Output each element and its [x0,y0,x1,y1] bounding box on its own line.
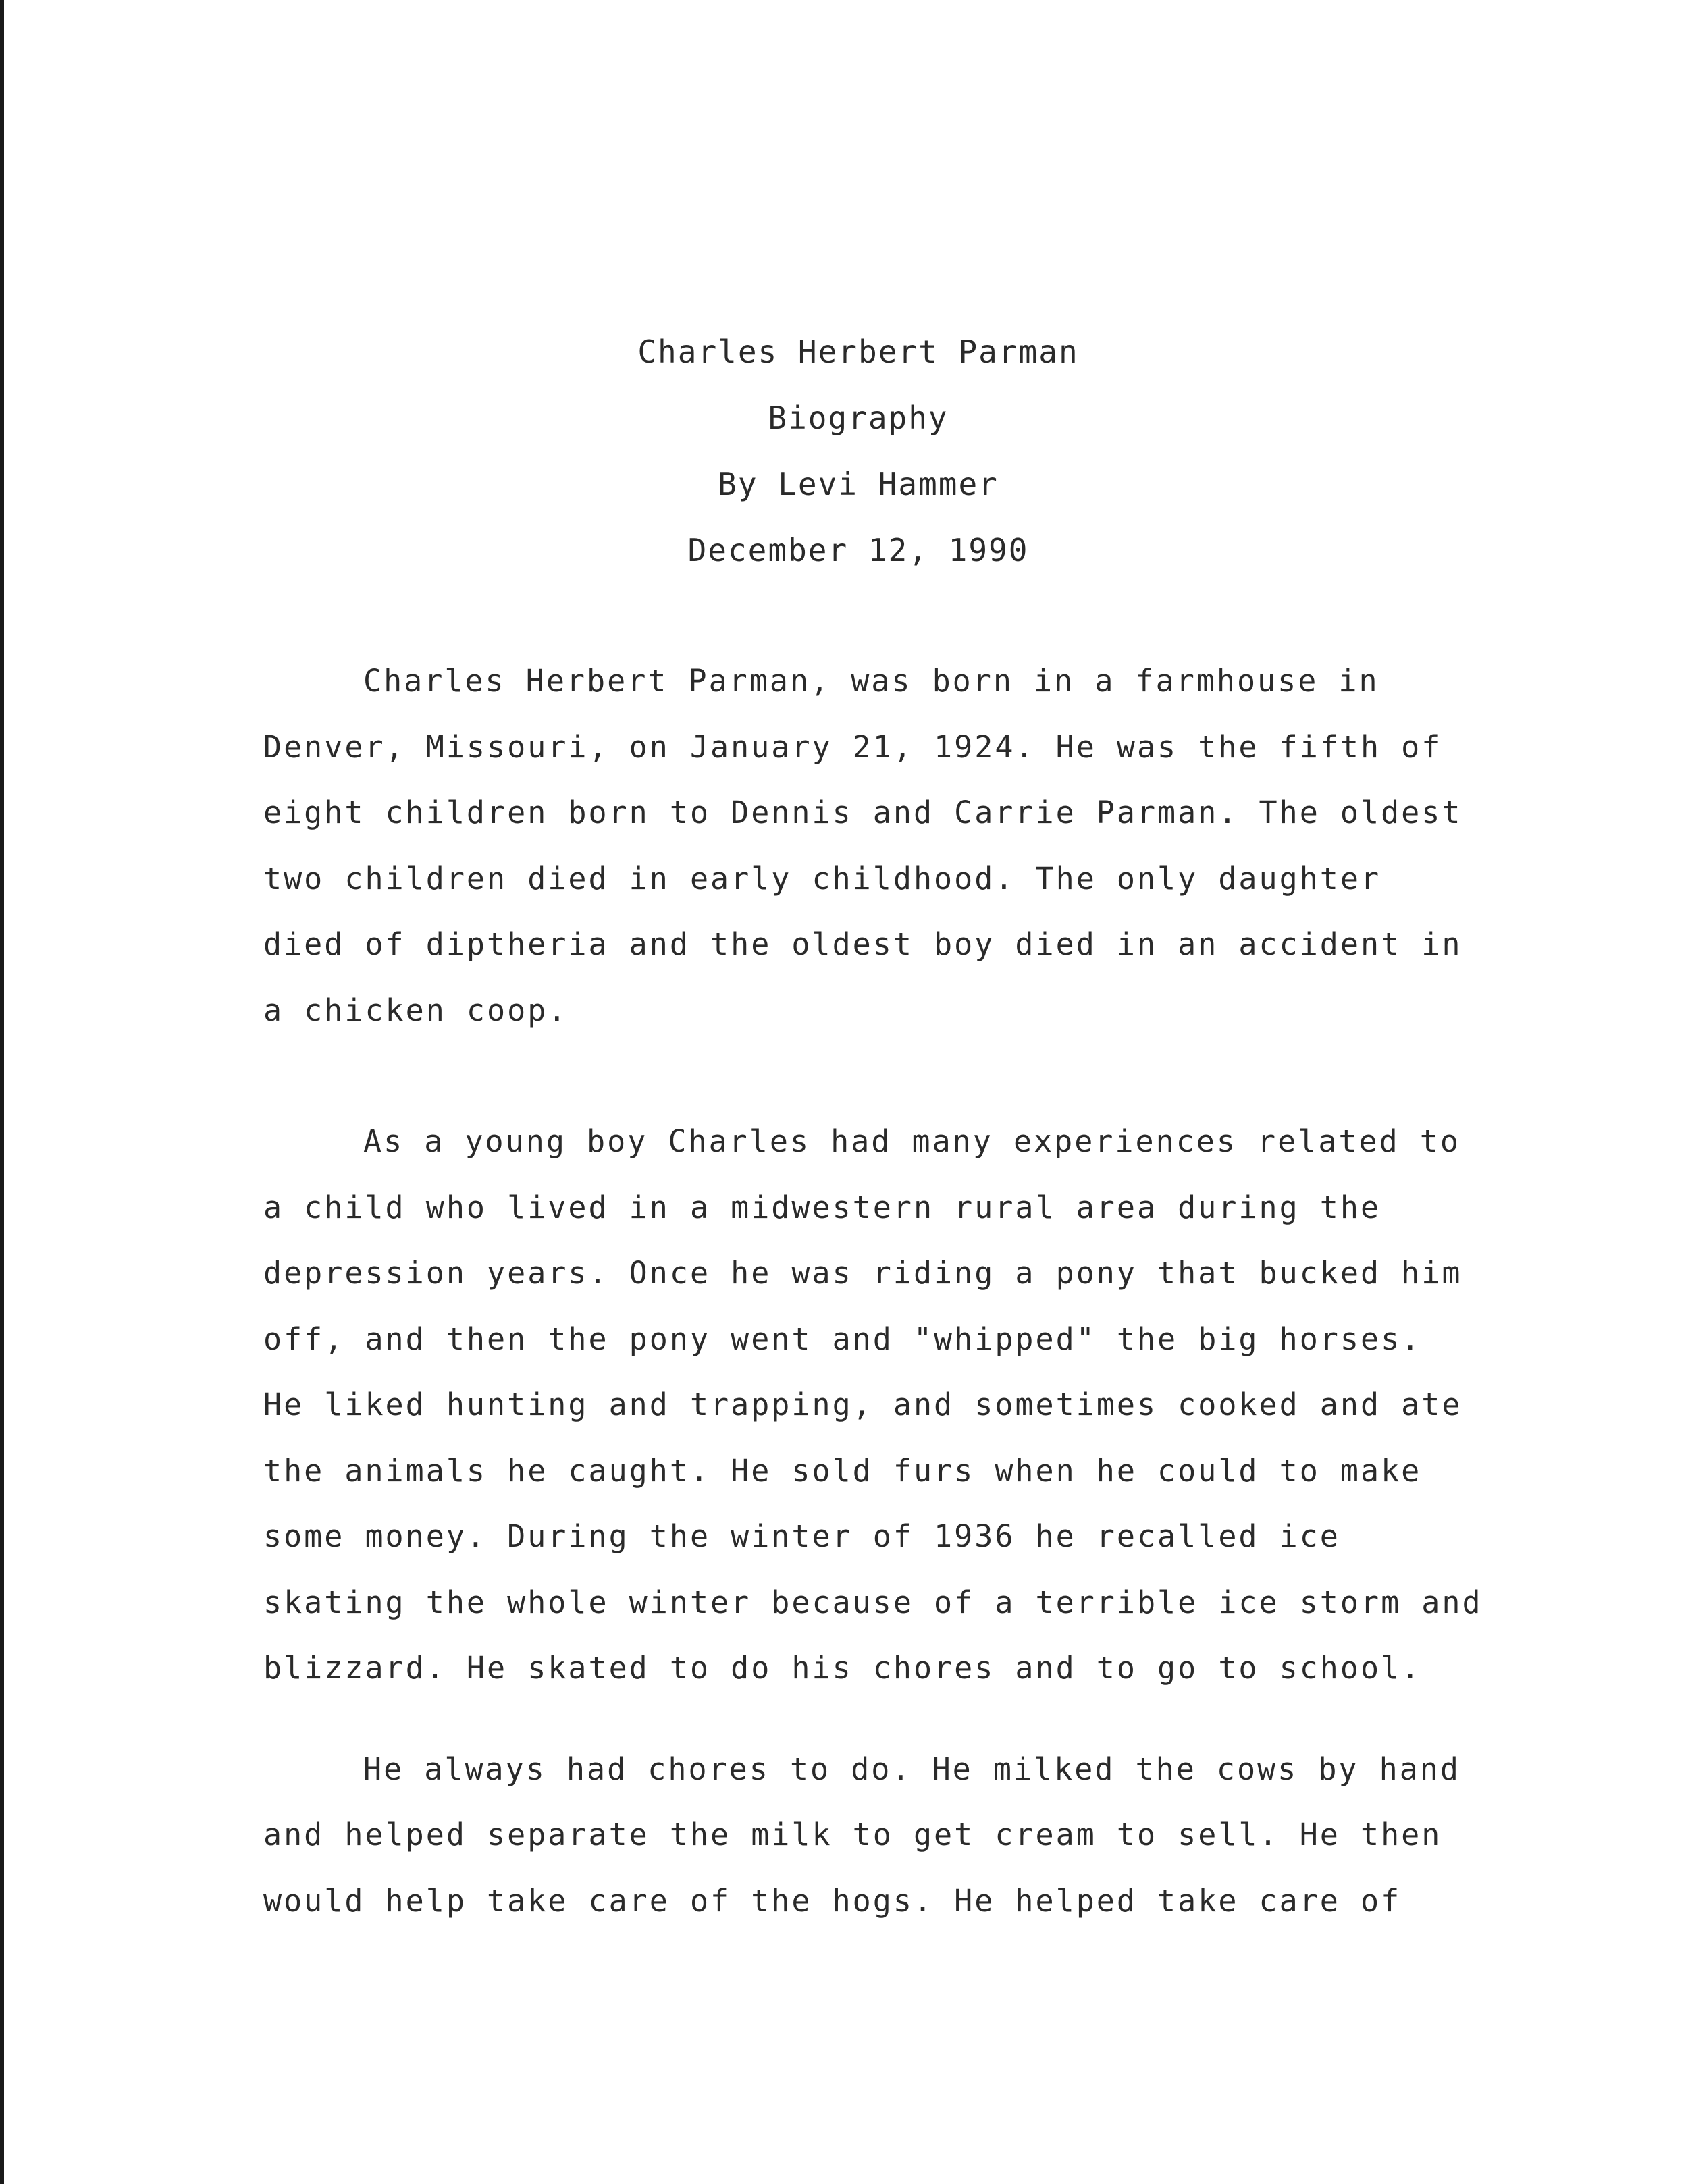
paragraph-line: off, and then the pony went and "whipped" the big horses. [263,1321,1422,1357]
paragraph-line: and helped separate the milk to get cream to sell. He then [263,1817,1442,1853]
document-subtitle: Biography [768,400,949,436]
paragraph-line: As a young boy Charles had many experiences related to [363,1123,1460,1159]
document-body [263,648,1483,1934]
paragraph-line: two children died in early childhood. The only daughter [263,860,1381,897]
paragraph-line: Denver, Missouri, on January 21, 1924. He was the fifth of [263,728,1442,765]
paragraph-line: Charles Herbert Parman, was born in a farmhouse in [363,663,1379,699]
paragraph-line: He always had chores to do. He milked the cows by hand [363,1751,1460,1787]
document-header [4,319,1688,583]
paragraph-line: skating the whole winter because of a terrible ice storm and [263,1584,1483,1620]
paragraph-line: some money. During the winter of 1936 he recalled ice [263,1518,1340,1554]
paragraph-line: eight children born to Dennis and Carrie Parman. The oldest [263,795,1462,830]
paragraph-line: would help take care of the hogs. He helped take care of [263,1882,1402,1919]
paragraph-line: blizzard. He skated to do his chores and to go to school. [263,1650,1422,1686]
paragraph-1 [263,648,1465,1043]
paragraph-line: a child who lived in a midwestern rural area during the [263,1189,1381,1225]
paragraph-line: He liked hunting and trapping, and sometimes cooked and ate [263,1387,1462,1422]
paragraph-line: a chicken coop. [263,992,569,1028]
document-date: December 12, 1990 [687,532,1029,568]
paragraph-line: died of diptheria and the oldest boy died in an accident in [263,926,1462,962]
paragraph-line: depression years. Once he was riding a pony that bucked him [263,1255,1462,1291]
document-author: By Levi Hammer [718,466,999,502]
paragraph-line: the animals he caught. He sold furs when he could to make [263,1452,1422,1489]
document-title: Charles Herbert Parman [637,334,1079,370]
paragraph-3 [263,1736,1465,1934]
paragraph-2 [263,1109,1483,1701]
